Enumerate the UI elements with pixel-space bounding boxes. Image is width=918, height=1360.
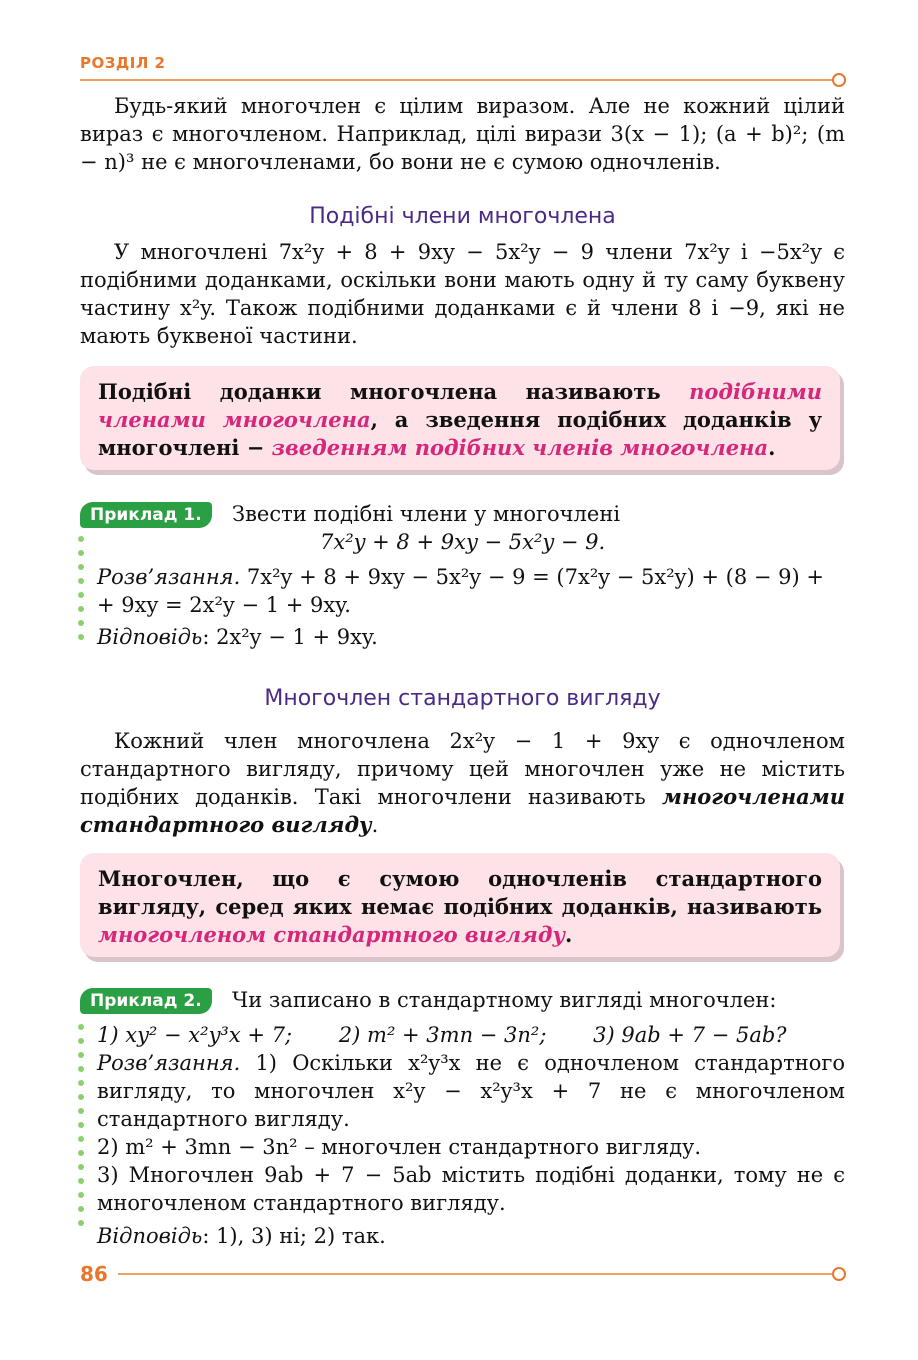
section2-end: .: [371, 813, 379, 837]
footer-rule-end: [832, 1267, 846, 1281]
page-number: 86: [80, 1262, 108, 1286]
header-rule-end: [832, 73, 846, 87]
section1-text: У многочлені 7x²y + 8 + 9xy − 5x²y − 9 члени 7x²y і −5x²y є подібними доданками, оскільки вони мають одну й ту саму буквену частину x²y. Також подібними доданками є й члени 8 і −9, які не мають буквеної частини.: [80, 240, 845, 348]
section2-title: Многочлен стандартного вигляду: [264, 686, 661, 711]
example1-badge: Приклад 1.: [80, 502, 212, 528]
example2-solution-3: 3) Многочлен 9ab + 7 − 5ab містить подібні доданки, тому не є многочленом стандартного вигляду.: [97, 1163, 845, 1215]
example2-options: 1) xy² − x²y³x + 7; 2) m² + 3mn − 3n²; 3) 9ab + 7 − 5ab?: [97, 1023, 787, 1047]
section1-paragraph: [80, 238, 845, 350]
example2-answer: [97, 1222, 845, 1250]
example1-task: Звести подібні члени у многочлені: [232, 502, 621, 526]
footer-rule: [118, 1273, 832, 1275]
definition1-box: [80, 366, 840, 470]
example2-solution-label: Розв’язання.: [97, 1051, 241, 1075]
example2-solution-1-text: 1) Оскільки x²y³x не є одночленом стандартного вигляду, то многочлен x²y − x²y³x + 7 не є многочленом стандартного вигляду.: [97, 1051, 845, 1131]
intro-paragraph: [80, 92, 845, 176]
example1-solution-line1: [97, 563, 845, 591]
definition2-lead: Многочлен, що є сумою одночленів стандартного вигляду, серед яких немає подібних доданків, називають: [98, 866, 822, 919]
example2-dots: [78, 1024, 84, 1234]
intro-text: Будь-який многочлен є цілим виразом. Але не кожний цілий вираз є многочленом. Наприклад, цілі вирази 3(x − 1); (a + b)²; (m − n)³ не є многочленами, бо вони не є сумою одночленів.: [80, 94, 845, 174]
definition1-mid: , а зведення подібних доданків у многочлені −: [98, 407, 823, 460]
definition2-term: многочленом стандартного вигляду: [98, 922, 566, 947]
example1-solution-1: 7x²y + 8 + 9xy − 5x²y − 9 = (7x²y − 5x²y) + (8 − 9) +: [240, 565, 824, 589]
section1-title: Подібні члени многочлена: [309, 204, 616, 229]
section2-term: многочленами стандартного вигляду: [80, 784, 845, 837]
example1-expr: 7x²y + 8 + 9xy − 5x²y − 9.: [320, 530, 606, 554]
definition2-text: [98, 865, 822, 949]
example2-answer-text: : 1), 3) ні; 2) так.: [202, 1224, 386, 1248]
example1-answer-text: : 2x²y − 1 + 9xy.: [202, 625, 378, 649]
definition2-box: [80, 853, 840, 957]
example2-answer-label: Відповідь: [97, 1224, 203, 1248]
definition1-end: .: [768, 435, 776, 460]
example1-dots: [78, 536, 84, 648]
example1-solution-label: Розв’язання.: [97, 565, 241, 589]
section2-paragraph: [80, 727, 845, 839]
definition1-term1: подібними членами многочлена: [98, 379, 822, 432]
example1-solution-line2: + 9xy = 2x²y − 1 + 9xy.: [97, 593, 351, 617]
example2-task: Чи записано в стандартному вигляді многочлен:: [232, 988, 777, 1012]
header-rule: [80, 79, 832, 81]
section2-lead: Кожний член многочлена 2x²y − 1 + 9xy є одночленом стандартного вигляду, причому цей многочлен уже не містить подібних доданків. Такі многочлени називають: [80, 729, 845, 809]
section-header: РОЗДІЛ 2: [80, 54, 166, 72]
example2-badge: Приклад 2.: [80, 988, 212, 1014]
definition1-term2: зведенням подібних членів многочлена: [271, 435, 769, 460]
example2-solution-2: 2) m² + 3mn − 3n² – многочлен стандартного вигляду.: [97, 1135, 702, 1159]
definition1-lead: Подібні доданки многочлена називають: [98, 379, 690, 404]
example1-answer: [97, 623, 845, 651]
definition2-end: .: [565, 922, 573, 947]
example1-answer-label: Відповідь: [97, 625, 203, 649]
definition1-text: [98, 378, 822, 462]
example2-solution-1: [97, 1049, 845, 1133]
